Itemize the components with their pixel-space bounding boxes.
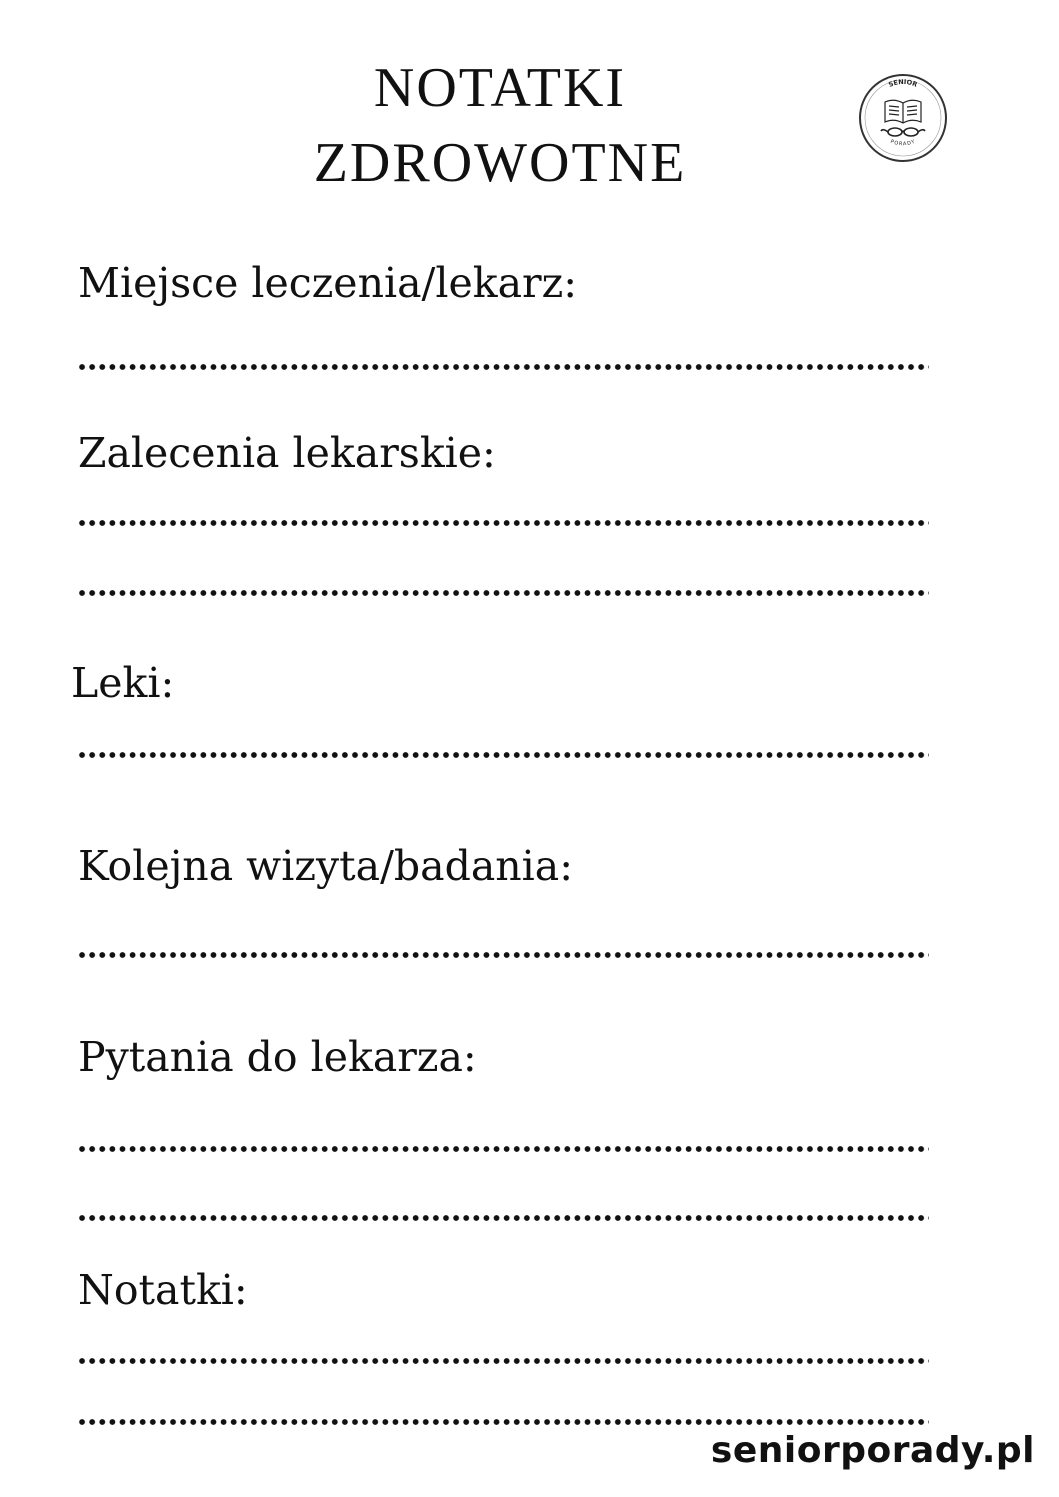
section-label-pytania: Pytania do lekarza: [78,1033,477,1081]
footer-site-url: seniorporady.pl [710,1430,1035,1471]
title-line-2: ZDROWOTNE [313,132,687,194]
fill-line[interactable] [77,750,929,760]
fill-line[interactable] [77,1356,929,1366]
logo-text-bottom: PORADY [889,138,917,148]
section-label-notatki: Notatki: [78,1266,248,1314]
section-label-zalecenia: Zalecenia lekarskie: [78,429,496,477]
section-label-miejsce-leczenia: Miejsce leczenia/lekarz: [78,259,578,307]
fill-line[interactable] [77,518,929,528]
book-icon [885,100,921,123]
svg-text:PORADY [890,139,917,148]
fill-line[interactable] [77,950,929,960]
section-label-leki: Leki: [71,659,175,707]
title-line-1: NOTATKI [373,57,627,119]
fill-line[interactable] [77,1144,929,1154]
section-label-kolejna-wizyta: Kolejna wizyta/badania: [78,842,574,890]
fill-line[interactable] [77,588,929,598]
fill-line[interactable] [77,1213,929,1223]
svg-text:SENIOR [887,78,918,89]
fill-line[interactable] [77,1417,929,1427]
logo-text-top: SENIOR [887,77,919,89]
fill-line[interactable] [77,362,929,372]
senior-porady-logo [853,72,953,162]
glasses-icon [881,128,925,136]
